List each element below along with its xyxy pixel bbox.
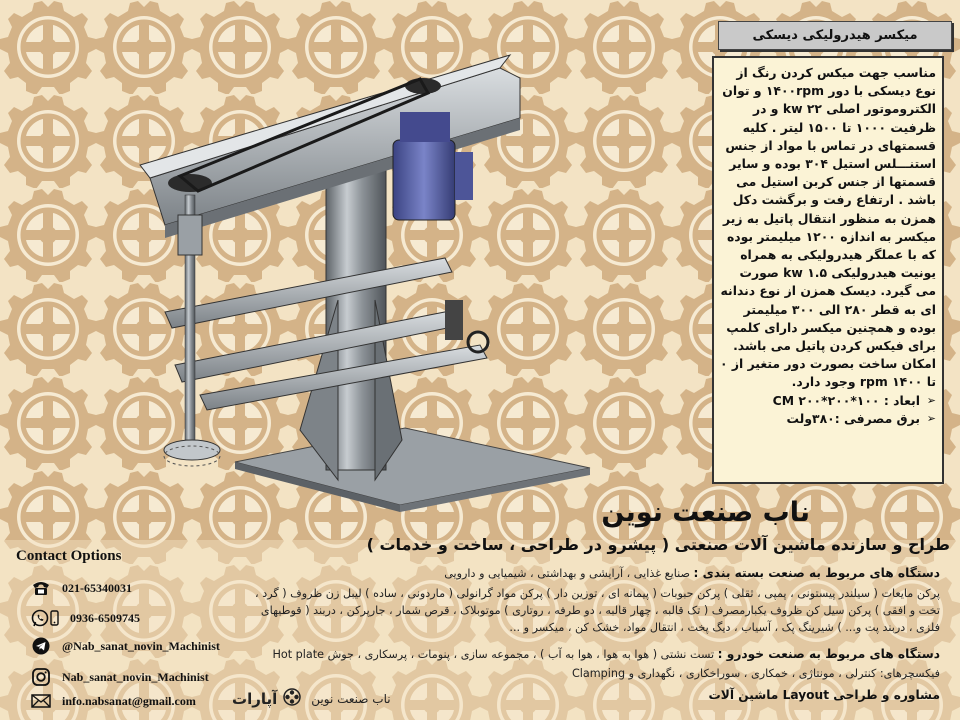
product-description-panel bbox=[712, 56, 944, 484]
packaging-heading-line bbox=[250, 565, 940, 582]
product-title: میکسر هیدرولیکی دیسکی bbox=[718, 21, 952, 50]
packaging-title: دستگاه های مربوط به صنعت بسته بندی : bbox=[693, 566, 940, 580]
instagram-icon bbox=[30, 667, 52, 687]
contact-email-row[interactable] bbox=[30, 691, 196, 711]
auto-title: دستگاه های مربوط به صنعت خودرو : bbox=[717, 647, 940, 661]
auto-heading-line bbox=[250, 646, 940, 663]
packaging-industries: صنایع غذایی ، آرایشی و بهداشتی ، شیمیایی و دارویی bbox=[444, 567, 690, 580]
contact-phone-row[interactable] bbox=[30, 578, 132, 598]
aparat-label: آپارات bbox=[232, 690, 278, 708]
phone-number: 021-65340031 bbox=[62, 580, 132, 595]
brand-tagline: طراح و سازنده ماشین آلات صنعتی ( پیشرو در طراحی ، ساخت و خدمات ) bbox=[366, 535, 950, 554]
telegram-handle: @Nab_sanat_novin_Machinist bbox=[62, 638, 220, 653]
brand-name: ناب صنعت نوین bbox=[601, 497, 810, 528]
whatsapp-icon bbox=[30, 608, 60, 628]
consulting-text: مشاوره و طراحی Layout ماشین آلات bbox=[708, 688, 940, 702]
footer-logo[interactable] bbox=[232, 688, 391, 710]
spec-dimensions: ➢ ابعاد : ۱۰۰*۲۰۰*۲۰۰ CM bbox=[720, 392, 936, 410]
product-specs bbox=[720, 392, 936, 428]
aparat-icon bbox=[283, 688, 301, 710]
auto-items: تست نشتی ( هوا به هوا ، هوا به آب ) ، مجموعه سازی ، پنومات ، پرسکاری ، جوش Hot plate bbox=[272, 648, 715, 661]
fixtures-line: فیکسچرهای: کنترلی ، مونتاژی ، خمکاری ، سوراخکاری ، نگهداری و Clamping bbox=[571, 667, 940, 680]
contact-title: Contact Options bbox=[16, 548, 122, 564]
telegram-icon bbox=[30, 636, 52, 656]
mobile-number: 0936-6509745 bbox=[70, 610, 140, 625]
instagram-handle: Nab_sanat_novin_Machinist bbox=[62, 669, 209, 684]
email-address: info.nabsanat@gmail.com bbox=[62, 693, 196, 708]
phone-icon bbox=[30, 578, 52, 598]
spec-power: ➢ برق مصرفی :۳۸۰ولت bbox=[720, 410, 936, 428]
contact-instagram-row[interactable] bbox=[30, 667, 209, 687]
packaging-items: پرکن مایعات ( سیلندر پیستونی ، پمپی ، ثقلی ) پرکن حبوبات ( پیمانه ای ، توزین دار ) پرکن مواد گرانولی ( ماردونی ، ساده ) لیبل زن ظروف ( گرد ، تخت و افقی ) پرکن سیل کن ظروف یکبارمصرف ( تک قالبه ، چهار قالبه ، دو طرفه ، روتاری ) موتوبلاک ، قرص شمار ، جارپرکن ، دربند ( قوطیهای فلزی ، دربند پت و... ) شیرینگ پک ، آسیاب ، دیگ پخت ، انتقال مواد، خشک کن ، میکسر و ... bbox=[255, 587, 940, 634]
contact-mobile-row[interactable] bbox=[30, 608, 140, 628]
footer-company-name: ناب صنعت نوین bbox=[311, 692, 391, 706]
contact-telegram-row[interactable] bbox=[30, 636, 220, 656]
email-icon bbox=[30, 691, 52, 711]
product-description: مناسب جهت میکس کردن رنگ از نوع دیسکی با دور ۱۴۰۰rpm و توان الکتروموتور اصلی ۲۲ kw و در ظرفیت ۱۰۰۰ تا ۱۵۰۰ لیتر . کلیه قسمتهای در تماس با مواد از جنس استنـــلس استیل ۳۰۴ بوده و سایر قسمتها از جنس کربن استیل می باشد . ارتفاع رفت و برگشت دکل همزن به منظور انتقال پاتیل به زیر میکسر به اندازه ۱۲۰۰ میلیمتر بوده که با عملگر هیدرولیکی به همراه یونیت هیدرولیکی ۱.۵ kw صورت می گیرد. دیسک همزن از نوع دندانه ای به قطر ۲۸۰ الی ۳۰۰ میلیمتر بوده و همچنین میکسر دارای کلمپ برای فیکس کردن پاتیل می باشد. امکان ساخت بصورت دور متغیر از ۰ تا ۱۴۰۰ rpm وجود دارد. bbox=[720, 65, 936, 390]
